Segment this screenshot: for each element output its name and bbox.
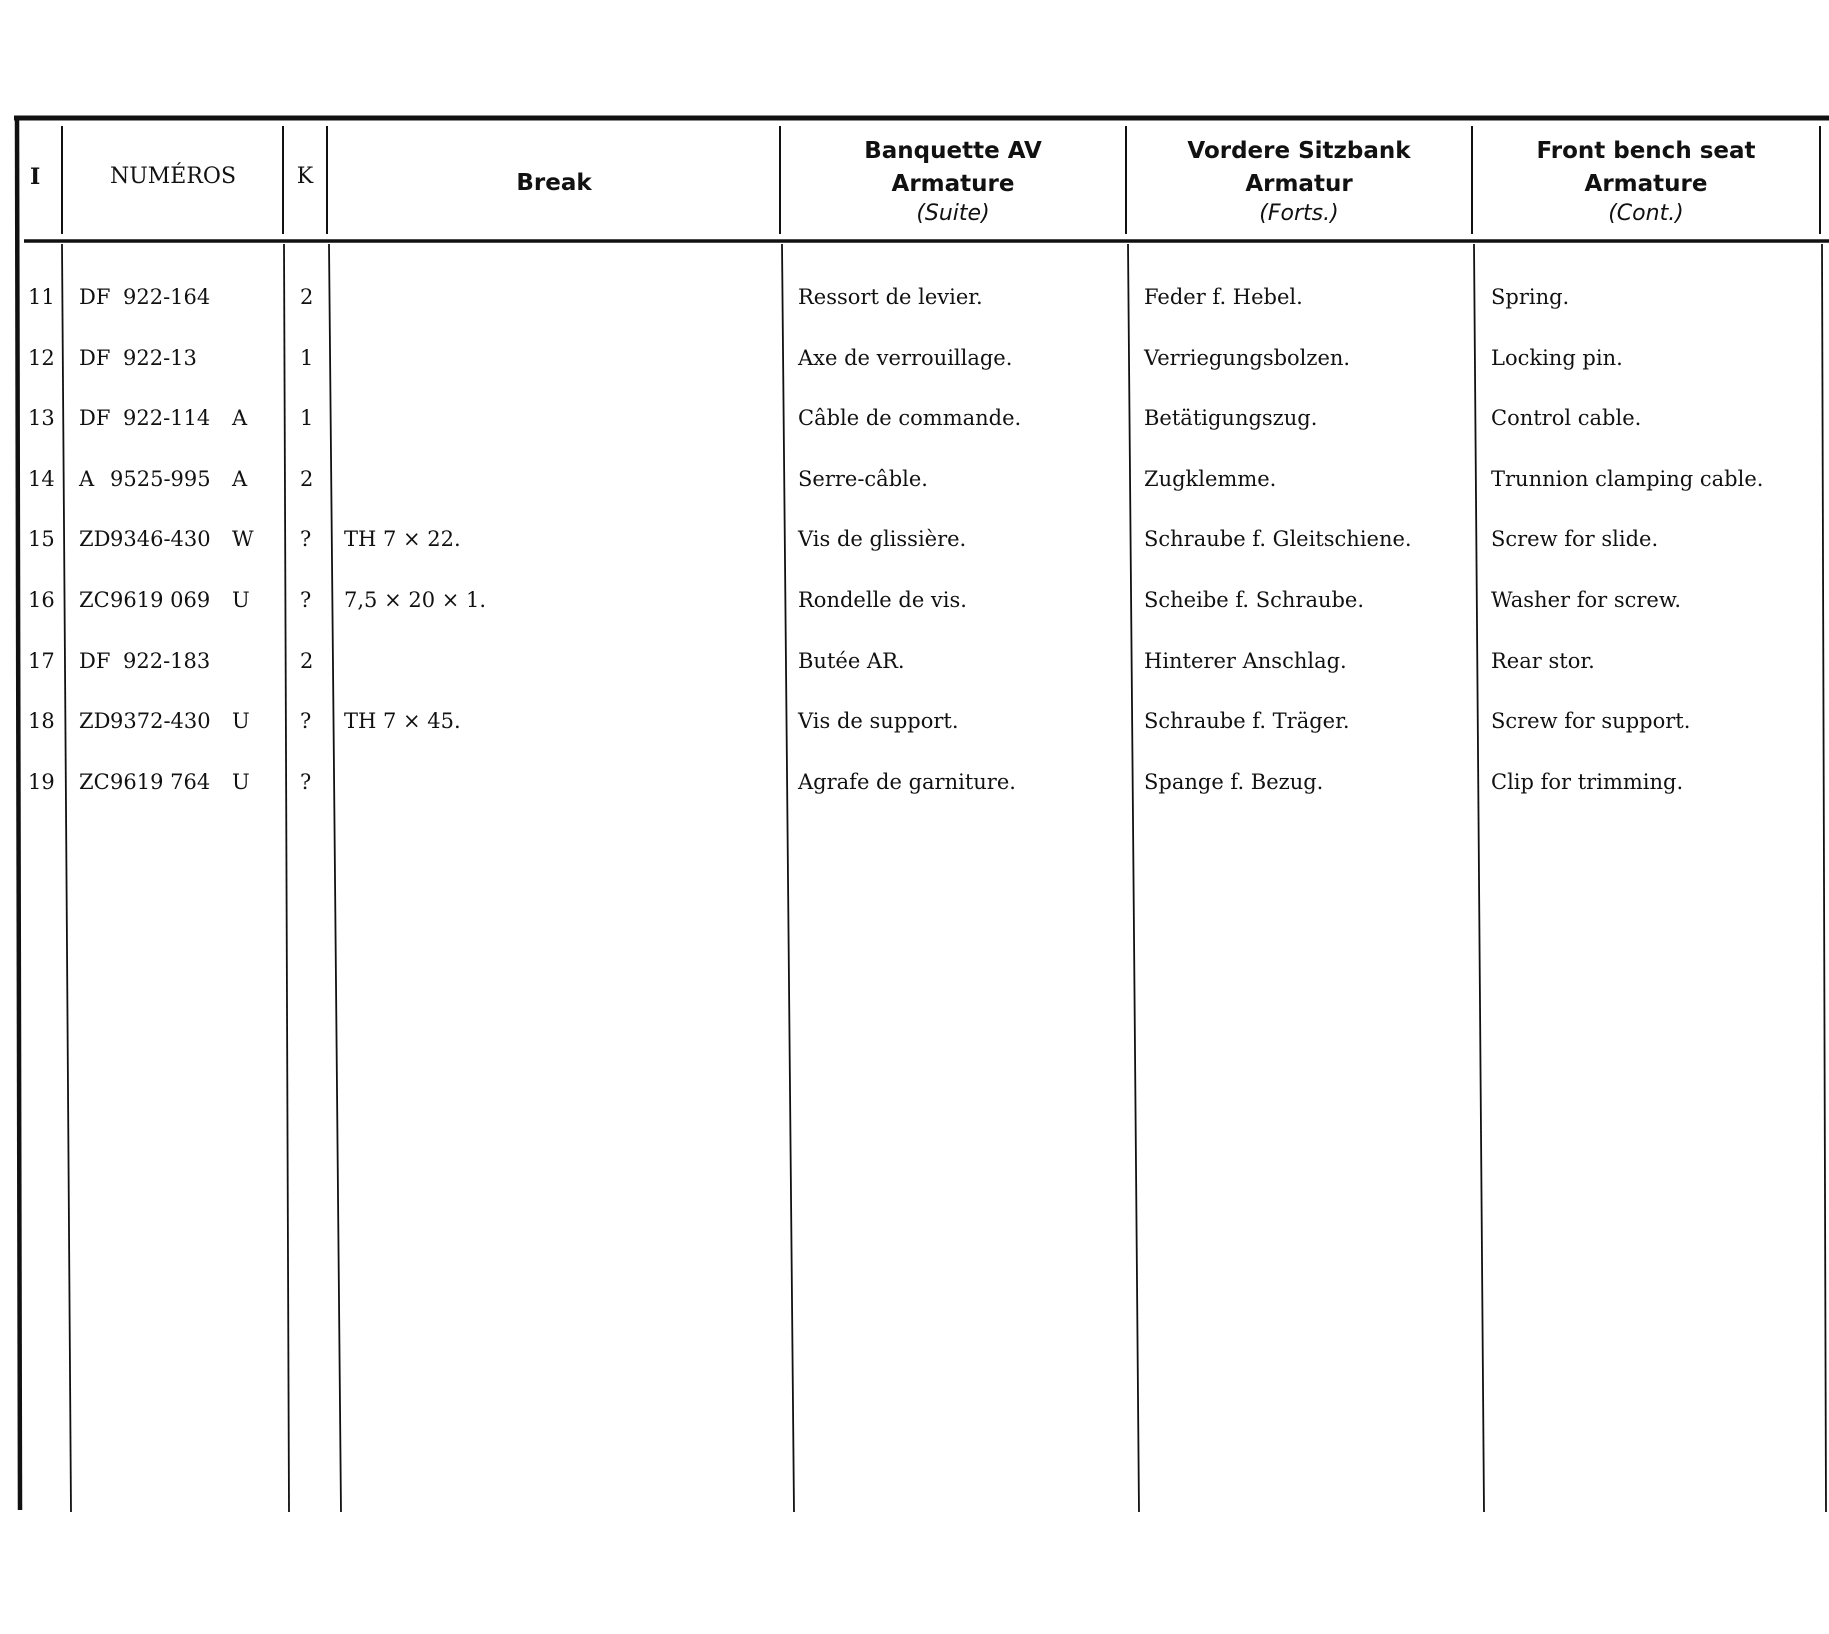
row-part-number: 9619 764 xyxy=(110,770,211,794)
row-prefix: DF xyxy=(79,649,111,673)
row-k: 2 xyxy=(300,649,314,673)
row-part-number: 9525-995 xyxy=(110,467,211,491)
row-french: Ressort de levier. xyxy=(798,285,983,309)
row-english: Screw for slide. xyxy=(1491,527,1659,551)
row-suffix: A xyxy=(232,467,248,491)
row-index: 16 xyxy=(28,588,55,612)
row-suffix: U xyxy=(232,770,250,794)
header-english-block xyxy=(1473,135,1819,226)
body-divider-3 xyxy=(329,244,341,1512)
row-part-number: 922-164 xyxy=(123,285,211,309)
row-english: Trunnion clamping cable. xyxy=(1491,467,1764,491)
row-index: 12 xyxy=(28,346,55,370)
body-divider-5 xyxy=(1128,244,1139,1512)
left-border xyxy=(17,116,20,1510)
row-break: TH 7 × 45. xyxy=(344,709,461,733)
row-prefix: ZC xyxy=(79,588,110,612)
row-prefix: DF xyxy=(79,346,111,370)
header-german-title: Vordere Sitzbank xyxy=(1187,138,1411,164)
row-suffix: A xyxy=(232,406,248,430)
header-french-block xyxy=(781,135,1125,226)
row-k: ? xyxy=(300,588,312,612)
row-index: 18 xyxy=(28,709,55,733)
row-index: 19 xyxy=(28,770,55,794)
row-index: 14 xyxy=(28,467,55,491)
header-k: K xyxy=(296,164,314,189)
row-index: 15 xyxy=(28,527,55,551)
row-english: Screw for support. xyxy=(1491,709,1691,733)
body-divider-7 xyxy=(1822,244,1826,1512)
row-english: Spring. xyxy=(1491,285,1570,309)
row-prefix: DF xyxy=(79,285,111,309)
row-prefix: ZC xyxy=(79,770,110,794)
row-part-number: 9619 069 xyxy=(110,588,211,612)
row-french: Vis de support. xyxy=(798,709,959,733)
header-break: Break xyxy=(516,170,592,196)
header-english-subtitle: Armature xyxy=(1584,171,1708,197)
row-k: 2 xyxy=(300,285,314,309)
row-french: Butée AR. xyxy=(798,649,905,673)
row-part-number: 9372-430 xyxy=(110,709,211,733)
row-french: Rondelle de vis. xyxy=(798,588,967,612)
header-french-title: Banquette AV xyxy=(864,138,1042,164)
header-english-title: Front bench seat xyxy=(1536,138,1756,164)
row-german: Betätigungszug. xyxy=(1144,406,1318,430)
row-german: Feder f. Hebel. xyxy=(1144,285,1303,309)
row-french: Vis de glissière. xyxy=(798,527,967,551)
row-english: Washer for screw. xyxy=(1491,588,1682,612)
row-french: Agrafe de garniture. xyxy=(798,770,1016,794)
row-part-number: 9346-430 xyxy=(110,527,211,551)
row-french: Câble de commande. xyxy=(798,406,1022,430)
row-german: Zugklemme. xyxy=(1144,467,1277,491)
header-german-subtitle: Armatur xyxy=(1245,171,1353,197)
row-k: 1 xyxy=(300,346,314,370)
header-french-note: (Suite) xyxy=(916,201,990,226)
row-english: Locking pin. xyxy=(1491,346,1623,370)
row-german: Spange f. Bezug. xyxy=(1144,770,1324,794)
row-prefix: A xyxy=(79,467,95,491)
row-german: Schraube f. Gleitschiene. xyxy=(1144,527,1412,551)
row-english: Clip for trimming. xyxy=(1491,770,1684,794)
row-index: 13 xyxy=(28,406,55,430)
body-divider-4 xyxy=(782,244,794,1512)
row-prefix: ZD xyxy=(79,709,111,733)
row-part-number: 922-114 xyxy=(123,406,211,430)
row-english: Rear stor. xyxy=(1491,649,1595,673)
row-part-number: 922-183 xyxy=(123,649,211,673)
row-german: Hinterer Anschlag. xyxy=(1144,649,1347,673)
row-german: Scheibe f. Schraube. xyxy=(1144,588,1365,612)
header-index: I xyxy=(30,164,41,190)
row-index: 11 xyxy=(28,285,55,309)
row-prefix: DF xyxy=(79,406,111,430)
header-german-block xyxy=(1127,135,1471,226)
row-k: 1 xyxy=(300,406,314,430)
row-break: 7,5 × 20 × 1. xyxy=(344,588,487,612)
body-divider-1 xyxy=(62,244,71,1512)
row-german: Verriegungsbolzen. xyxy=(1144,346,1351,370)
body-divider-6 xyxy=(1474,244,1484,1512)
row-break: TH 7 × 22. xyxy=(344,527,461,551)
row-french: Serre-câble. xyxy=(798,467,928,491)
row-index: 17 xyxy=(28,649,55,673)
row-french: Axe de verrouillage. xyxy=(798,346,1013,370)
header-english-note: (Cont.) xyxy=(1608,201,1684,226)
row-suffix: U xyxy=(232,709,250,733)
header-numeros: NUMÉROS xyxy=(109,164,237,189)
header-french-subtitle: Armature xyxy=(891,171,1015,197)
row-k: ? xyxy=(300,709,312,733)
header-german-note: (Forts.) xyxy=(1259,201,1339,226)
row-english: Control cable. xyxy=(1491,406,1642,430)
row-german: Schraube f. Träger. xyxy=(1144,709,1350,733)
row-suffix: W xyxy=(232,527,254,551)
row-part-number: 922-13 xyxy=(123,346,197,370)
row-k: 2 xyxy=(300,467,314,491)
body-divider-2 xyxy=(284,244,289,1512)
row-suffix: U xyxy=(232,588,250,612)
row-prefix: ZD xyxy=(79,527,111,551)
row-k: ? xyxy=(300,527,312,551)
row-k: ? xyxy=(300,770,312,794)
